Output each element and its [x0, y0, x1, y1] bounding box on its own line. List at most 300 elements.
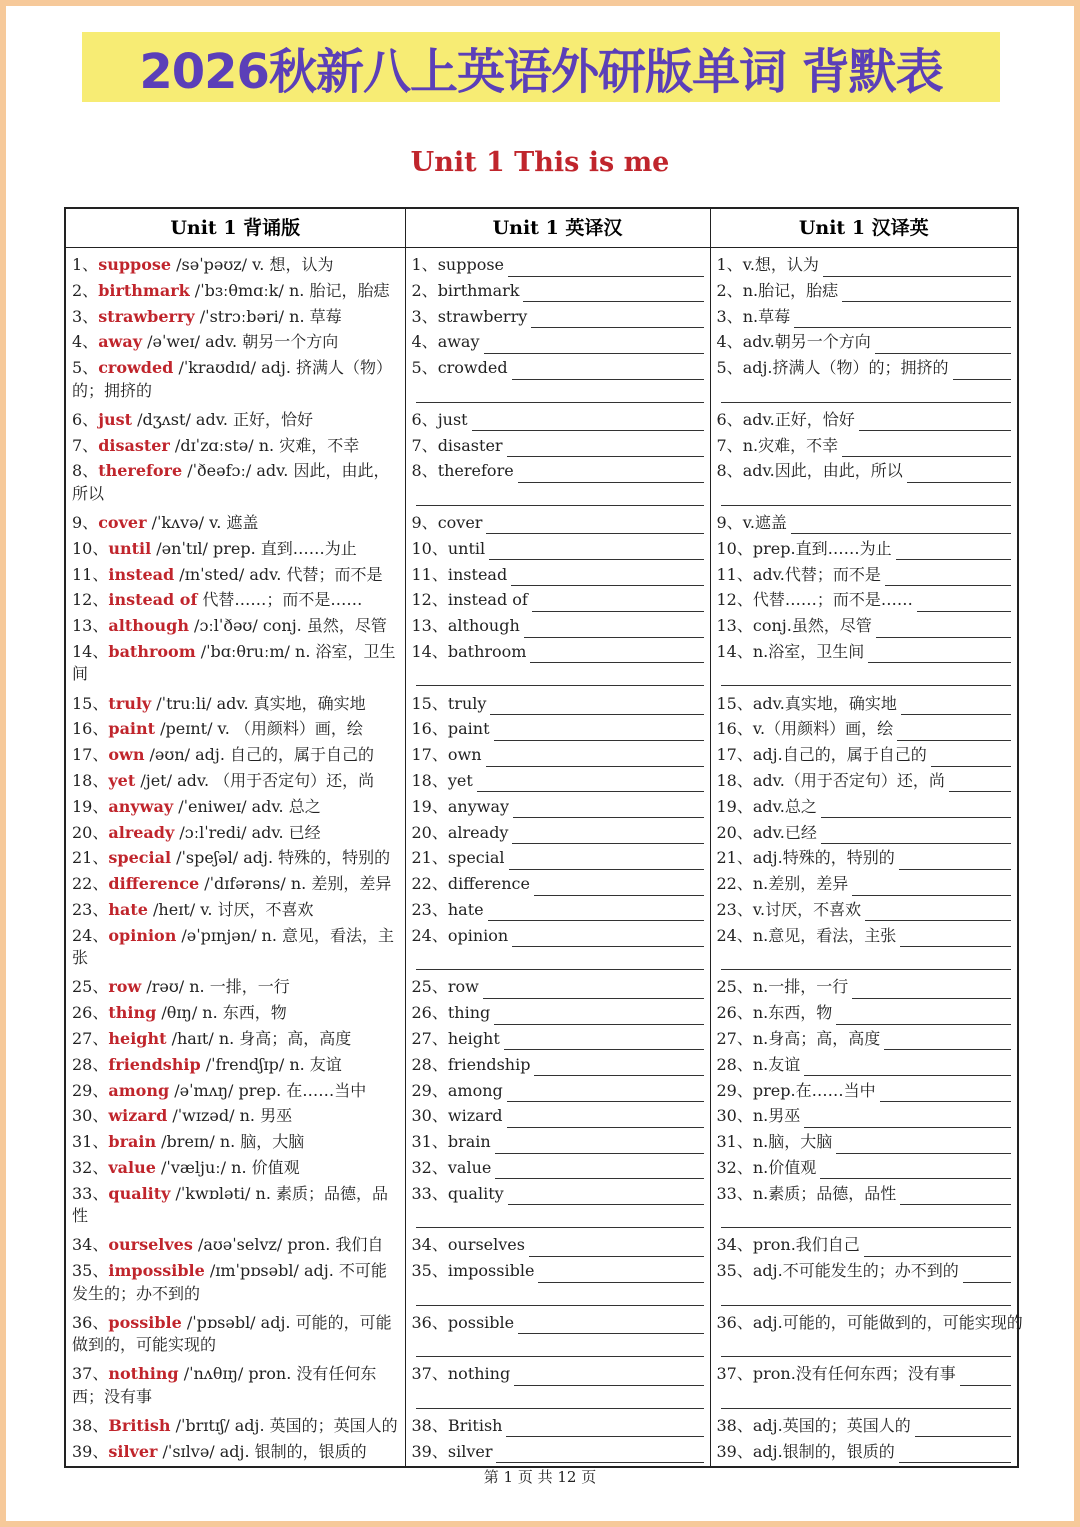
answer-blank[interactable]: [508, 260, 704, 277]
item-number: 20、: [411, 822, 448, 842]
answer-blank[interactable]: [899, 853, 1011, 870]
answer-blank[interactable]: [836, 1008, 1011, 1025]
en2cn-item: [412, 1002, 704, 1025]
cn2en-item: [717, 1441, 1012, 1464]
item-number: 28、: [716, 1054, 753, 1074]
item-chinese: conj.虽然，尽管: [752, 616, 872, 636]
item-chinese: adv.总之: [752, 796, 817, 816]
answer-blank[interactable]: [885, 569, 1011, 586]
answer-blank[interactable]: [506, 1420, 703, 1437]
item-chinese: n.价值观: [752, 1157, 817, 1177]
item-word: value: [108, 1157, 156, 1177]
answer-blank[interactable]: [507, 440, 704, 457]
item-word: opinion: [447, 925, 509, 945]
answer-blank[interactable]: [495, 1137, 704, 1154]
item-number: 34、: [72, 1235, 109, 1255]
item-definition: /ˈwɪzəd/ n. 男巫: [167, 1106, 293, 1126]
item-word: crowded: [437, 358, 508, 378]
item-number: 32、: [72, 1157, 109, 1177]
answer-blank[interactable]: [416, 665, 704, 686]
item-word: special: [447, 848, 505, 868]
item-word: own: [447, 745, 482, 765]
answer-blank[interactable]: [514, 1369, 703, 1386]
item-number: 23、: [411, 899, 448, 919]
cn2en-item: [717, 1002, 1012, 1025]
answer-blank[interactable]: [416, 1207, 704, 1228]
answer-blank[interactable]: [836, 1137, 1011, 1154]
recite-item: [72, 589, 399, 612]
item-chinese: adv.（用于否定句）还，尚: [752, 770, 945, 790]
item-chinese: n.灾难，不幸: [742, 435, 839, 455]
answer-blank[interactable]: [899, 1446, 1011, 1463]
item-word: anyway: [447, 796, 510, 816]
recite-item: [72, 357, 399, 405]
answer-blank[interactable]: [900, 1188, 1011, 1205]
item-chinese: n.身高；高，高度: [752, 1028, 881, 1048]
item-chinese: n.素质；品德，品性: [752, 1183, 897, 1203]
recite-item: [72, 1363, 399, 1411]
item-number: 15、: [72, 693, 109, 713]
item-number: 25、: [716, 977, 753, 997]
item-number: 16、: [411, 719, 448, 739]
banner-title: 2026秋新八上英语外研版单词 背默表: [139, 43, 943, 100]
answer-blank[interactable]: [529, 1240, 704, 1257]
answer-blank[interactable]: [495, 1162, 703, 1179]
item-word: instead of: [108, 590, 198, 610]
en2cn-item: [412, 460, 704, 508]
answer-blank[interactable]: [907, 466, 1011, 483]
item-definition: /heɪt/ v. 讨厌，不喜欢: [147, 899, 314, 919]
answer-blank[interactable]: [518, 466, 704, 483]
item-chinese: prep.在……当中: [752, 1080, 876, 1100]
answer-blank[interactable]: [852, 879, 1011, 896]
item-number: 19、: [72, 796, 109, 816]
item-word: truly: [108, 693, 152, 713]
item-word: disaster: [437, 435, 503, 455]
en2cn-item: [412, 1312, 704, 1360]
answer-blank[interactable]: [477, 775, 704, 792]
answer-blank[interactable]: [963, 1266, 1011, 1283]
answer-blank[interactable]: [483, 982, 704, 999]
answer-blank[interactable]: [721, 382, 1012, 403]
item-word: brain: [447, 1132, 491, 1152]
en2cn-item: [412, 1028, 704, 1051]
header-en2cn: Unit 1 英译汉: [405, 208, 710, 248]
answer-blank[interactable]: [900, 930, 1011, 947]
item-definition: /ˈpɒsəbl/ adj. 可能的，可能做到的，可能实现的: [72, 1312, 392, 1355]
item-definition: /ˈkʌvə/ v. 遮盖: [146, 512, 259, 532]
item-word: already: [108, 822, 175, 842]
answer-blank[interactable]: [931, 750, 1011, 767]
en2cn-item: [412, 770, 704, 793]
answer-blank[interactable]: [494, 1008, 703, 1025]
item-number: 26、: [72, 1003, 109, 1023]
item-word: British: [108, 1415, 171, 1435]
item-number: 17、: [716, 745, 753, 765]
item-chinese: prep.直到……为止: [752, 538, 892, 558]
answer-blank[interactable]: [507, 1085, 704, 1102]
item-number: 13、: [716, 616, 753, 636]
answer-blank[interactable]: [531, 311, 703, 328]
recite-item: [72, 538, 399, 561]
answer-blank[interactable]: [875, 337, 1011, 354]
en2cn-item: [412, 538, 704, 561]
item-number: 3、: [716, 306, 743, 326]
item-chinese: adj.可能的，可能做到的，可能实现的: [752, 1312, 1023, 1332]
item-chinese: n.东西，物: [752, 1003, 833, 1023]
en2cn-item: [412, 1054, 704, 1077]
cn2en-item: [717, 873, 1012, 896]
item-chinese: v.遮盖: [742, 512, 787, 532]
item-number: 5、: [716, 358, 743, 378]
recite-item: [72, 1054, 399, 1077]
item-number: 10、: [72, 538, 109, 558]
item-number: 39、: [716, 1441, 753, 1461]
item-chinese: adv.因此，由此，所以: [742, 461, 903, 481]
answer-blank[interactable]: [901, 698, 1011, 715]
cn2en-item: [716, 1312, 1023, 1360]
item-definition: /ənˈtɪl/ prep. 直到……为止: [151, 538, 357, 558]
recite-item: [72, 280, 399, 303]
en2cn-item: [412, 331, 704, 354]
item-word: brain: [108, 1132, 157, 1152]
item-word: difference: [447, 874, 530, 894]
item-chinese: adv.真实地，确实地: [752, 693, 897, 713]
en2cn-item: [412, 280, 704, 303]
item-number: 7、: [716, 435, 743, 455]
item-word: cover: [437, 512, 483, 532]
item-number: 20、: [72, 822, 109, 842]
item-number: 32、: [716, 1157, 753, 1177]
answer-blank[interactable]: [496, 1446, 703, 1463]
item-chinese: n.胎记，胎痣: [742, 280, 839, 300]
answer-blank[interactable]: [484, 337, 704, 354]
item-chinese: n.一排，一行: [752, 977, 849, 997]
item-word: just: [437, 409, 468, 429]
item-number: 35、: [72, 1261, 109, 1281]
answer-blank[interactable]: [416, 1336, 704, 1357]
answer-blank[interactable]: [852, 982, 1011, 999]
item-number: 35、: [411, 1261, 448, 1281]
answer-blank[interactable]: [530, 646, 703, 663]
item-number: 24、: [72, 925, 109, 945]
item-number: 30、: [72, 1106, 109, 1126]
item-number: 2、: [411, 280, 438, 300]
item-number: 6、: [72, 409, 99, 429]
answer-blank[interactable]: [868, 646, 1011, 663]
item-definition: /dɪˈzɑːstə/ n. 灾难，不幸: [169, 435, 360, 455]
recite-item: [72, 1441, 399, 1464]
item-number: 31、: [72, 1132, 109, 1152]
cn2en-item: [717, 1080, 1012, 1103]
item-word: impossible: [108, 1261, 205, 1281]
item-word: difference: [108, 874, 200, 894]
en2cn-item: [412, 1260, 704, 1308]
answer-blank[interactable]: [489, 543, 703, 560]
answer-blank[interactable]: [842, 285, 1011, 302]
cn2en-item: [717, 1415, 1012, 1438]
item-word: instead: [447, 564, 508, 584]
answer-blank[interactable]: [804, 1111, 1011, 1128]
item-number: 27、: [72, 1028, 109, 1048]
answer-blank[interactable]: [721, 1336, 1012, 1357]
en2cn-item: [412, 564, 704, 587]
answer-blank[interactable]: [896, 543, 1011, 560]
en2cn-item: [412, 1131, 704, 1154]
item-number: 16、: [72, 719, 109, 739]
answer-blank[interactable]: [486, 750, 704, 767]
en2cn-item: [412, 925, 704, 973]
item-definition: /ˈvæljuː/ n. 价值观: [155, 1157, 300, 1177]
item-number: 11、: [72, 564, 109, 584]
item-definition: /ˈspeʃəl/ adj. 特殊的，特别的: [171, 848, 391, 868]
answer-blank[interactable]: [488, 904, 704, 921]
item-number: 2、: [716, 280, 743, 300]
answer-blank[interactable]: [721, 665, 1012, 686]
item-number: 15、: [411, 693, 448, 713]
answer-blank[interactable]: [518, 1317, 703, 1334]
item-word: crowded: [98, 358, 174, 378]
item-chinese: adv.正好，恰好: [742, 409, 855, 429]
item-number: 14、: [72, 641, 109, 661]
answer-blank[interactable]: [864, 1240, 1011, 1257]
answer-blank[interactable]: [416, 1388, 704, 1409]
item-number: 17、: [72, 745, 109, 765]
en2cn-item: [412, 847, 704, 870]
item-number: 26、: [716, 1003, 753, 1023]
recite-column: [66, 248, 405, 1463]
item-word: until: [108, 538, 152, 558]
item-definition: /aʊəˈselvz/ pron. 我们自: [197, 1235, 384, 1255]
item-number: 21、: [716, 848, 753, 868]
answer-blank[interactable]: [820, 1162, 1011, 1179]
item-definition: /ˈbrɪtɪʃ/ adj. 英国的；英国人的: [170, 1415, 398, 1435]
item-number: 4、: [716, 332, 743, 352]
answer-blank[interactable]: [876, 621, 1011, 638]
answer-blank[interactable]: [504, 1033, 704, 1050]
answer-blank[interactable]: [508, 1188, 704, 1205]
recite-item: [72, 331, 399, 354]
item-number: 28、: [72, 1054, 109, 1074]
answer-blank[interactable]: [512, 930, 703, 947]
item-chinese: n.草莓: [742, 306, 791, 326]
answer-blank[interactable]: [917, 595, 1011, 612]
item-chinese: v.讨厌，不喜欢: [752, 899, 862, 919]
item-definition: /əˈmʌŋ/ prep. 在……当中: [169, 1080, 367, 1100]
answer-blank[interactable]: [960, 1369, 1011, 1386]
answer-blank[interactable]: [821, 801, 1011, 818]
cn2en-item: [717, 925, 1012, 973]
item-number: 26、: [411, 1003, 448, 1023]
answer-blank[interactable]: [416, 382, 704, 403]
answer-blank[interactable]: [880, 1085, 1011, 1102]
answer-blank[interactable]: [804, 1059, 1011, 1076]
item-word: already: [447, 822, 509, 842]
item-number: 15、: [716, 693, 753, 713]
en2cn-item: [412, 1183, 704, 1231]
cn2en-item: [717, 1183, 1012, 1231]
answer-blank[interactable]: [507, 1111, 704, 1128]
item-number: 11、: [411, 564, 448, 584]
item-number: 9、: [72, 512, 99, 532]
answer-blank[interactable]: [416, 949, 704, 970]
item-word: truly: [447, 693, 487, 713]
item-definition: /ɔːlˈredi/ adv. 已经: [174, 822, 321, 842]
answer-blank[interactable]: [534, 1059, 703, 1076]
item-word: anyway: [108, 796, 174, 816]
answer-blank[interactable]: [721, 485, 1012, 506]
item-chinese: n.男巫: [752, 1106, 801, 1126]
item-word: quality: [447, 1183, 504, 1203]
answer-blank[interactable]: [821, 827, 1011, 844]
answer-blank[interactable]: [721, 1388, 1012, 1409]
cn2en-item: [717, 1054, 1012, 1077]
item-definition: 代替……；而不是……: [197, 590, 363, 610]
item-word: ourselves: [108, 1235, 193, 1255]
answer-blank[interactable]: [884, 1033, 1011, 1050]
en2cn-item: [412, 822, 704, 845]
answer-blank[interactable]: [532, 595, 704, 612]
answer-blank[interactable]: [721, 1285, 1012, 1306]
answer-blank[interactable]: [486, 517, 703, 534]
item-number: 30、: [716, 1106, 753, 1126]
item-number: 28、: [411, 1054, 448, 1074]
recite-item: [72, 796, 399, 819]
cn2en-item: [717, 564, 1012, 587]
answer-blank[interactable]: [512, 827, 703, 844]
answer-blank[interactable]: [953, 363, 1011, 380]
item-word: away: [437, 332, 480, 352]
answer-blank[interactable]: [794, 311, 1011, 328]
item-word: among: [108, 1080, 170, 1100]
item-number: 33、: [72, 1183, 109, 1203]
item-number: 36、: [72, 1312, 109, 1332]
item-chinese: adj.英国的；英国人的: [752, 1415, 911, 1435]
item-word: special: [108, 848, 172, 868]
item-number: 18、: [716, 770, 753, 790]
answer-blank[interactable]: [416, 1285, 704, 1306]
answer-blank[interactable]: [494, 724, 704, 741]
answer-blank[interactable]: [721, 1207, 1012, 1228]
answer-blank[interactable]: [721, 949, 1012, 970]
item-number: 22、: [716, 874, 753, 894]
answer-blank[interactable]: [823, 260, 1011, 277]
answer-blank[interactable]: [897, 724, 1011, 741]
item-number: 17、: [411, 745, 448, 765]
answer-blank[interactable]: [472, 414, 704, 431]
answer-blank[interactable]: [523, 285, 703, 302]
item-definition: /əˈpɪnjən/ n. 意见，看法，主张: [72, 925, 395, 968]
item-definition: /ˈfrendʃɪp/ n. 友谊: [200, 1054, 342, 1074]
item-word: bathroom: [447, 641, 527, 661]
item-number: 12、: [411, 590, 448, 610]
item-number: 21、: [411, 848, 448, 868]
item-definition: /peɪnt/ v. （用颜料）画，绘: [155, 719, 363, 739]
item-number: 12、: [716, 590, 753, 610]
answer-blank[interactable]: [915, 1420, 1011, 1437]
item-definition: /jet/ adv. （用于否定句）还，尚: [135, 770, 375, 790]
recite-item: [72, 976, 399, 999]
item-word: value: [447, 1157, 492, 1177]
cn2en-item: [717, 796, 1012, 819]
item-number: 27、: [411, 1028, 448, 1048]
en2cn-item: [412, 744, 704, 767]
item-number: 34、: [411, 1235, 448, 1255]
item-number: 18、: [72, 770, 109, 790]
answer-blank[interactable]: [534, 879, 704, 896]
cn2en-item: [717, 357, 1012, 405]
answer-blank[interactable]: [511, 569, 703, 586]
item-chinese: adj.银制的，银质的: [752, 1441, 895, 1461]
answer-blank[interactable]: [490, 698, 703, 715]
item-definition: /ˈnʌθɪŋ/ pron. 没有任何东西；没有事: [72, 1364, 377, 1406]
item-definition: /ˈdɪfərəns/ n. 差别，差异: [199, 874, 392, 894]
recite-item: [72, 306, 399, 329]
answer-blank[interactable]: [509, 853, 704, 870]
item-number: 10、: [411, 538, 448, 558]
item-word: until: [447, 538, 486, 558]
item-number: 23、: [72, 899, 109, 919]
item-word: quality: [108, 1183, 171, 1203]
answer-blank[interactable]: [949, 775, 1011, 792]
answer-blank[interactable]: [512, 363, 704, 380]
answer-blank[interactable]: [842, 440, 1011, 457]
item-number: 9、: [411, 512, 438, 532]
answer-blank[interactable]: [538, 1266, 703, 1283]
answer-blank[interactable]: [513, 801, 703, 818]
item-word: friendship: [108, 1054, 201, 1074]
item-word: row: [447, 977, 479, 997]
en2cn-item: [412, 589, 704, 612]
item-number: 38、: [72, 1415, 109, 1435]
answer-blank[interactable]: [859, 414, 1011, 431]
recite-item: [72, 1028, 399, 1051]
item-number: 33、: [716, 1183, 753, 1203]
item-number: 38、: [411, 1415, 448, 1435]
en2cn-item: [412, 693, 704, 716]
item-number: 31、: [716, 1132, 753, 1152]
item-definition: /ɪmˈpɒsəbl/ adj. 不可能发生的；办不到的: [72, 1261, 387, 1303]
item-word: thing: [108, 1003, 157, 1023]
cn2en-item: [717, 254, 1012, 277]
item-chinese: pron.没有任何东西；没有事: [752, 1364, 956, 1384]
item-word: ourselves: [447, 1235, 525, 1255]
cn2en-item: [717, 693, 1012, 716]
recite-item: [72, 641, 399, 689]
item-definition: /səˈpəʊz/ v. 想，认为: [171, 255, 334, 274]
item-word: nothing: [447, 1364, 511, 1384]
item-number: 25、: [411, 977, 448, 997]
recite-item: [72, 1415, 399, 1438]
recite-item: [72, 822, 399, 845]
item-number: 24、: [411, 925, 448, 945]
item-number: 30、: [411, 1106, 448, 1126]
answer-blank[interactable]: [416, 485, 704, 506]
item-chinese: n.差别，差异: [752, 874, 849, 894]
answer-blank[interactable]: [524, 621, 704, 638]
answer-blank[interactable]: [865, 904, 1011, 921]
answer-blank[interactable]: [791, 517, 1011, 534]
item-word: British: [447, 1415, 503, 1435]
en2cn-item: [412, 899, 704, 922]
recite-item: [72, 1312, 399, 1360]
cn2en-item: [717, 1260, 1012, 1308]
item-word: disaster: [98, 435, 170, 455]
en2cn-column: [406, 248, 710, 1463]
item-word: cover: [98, 512, 147, 532]
item-number: 4、: [72, 332, 99, 352]
item-word: opinion: [108, 925, 177, 945]
